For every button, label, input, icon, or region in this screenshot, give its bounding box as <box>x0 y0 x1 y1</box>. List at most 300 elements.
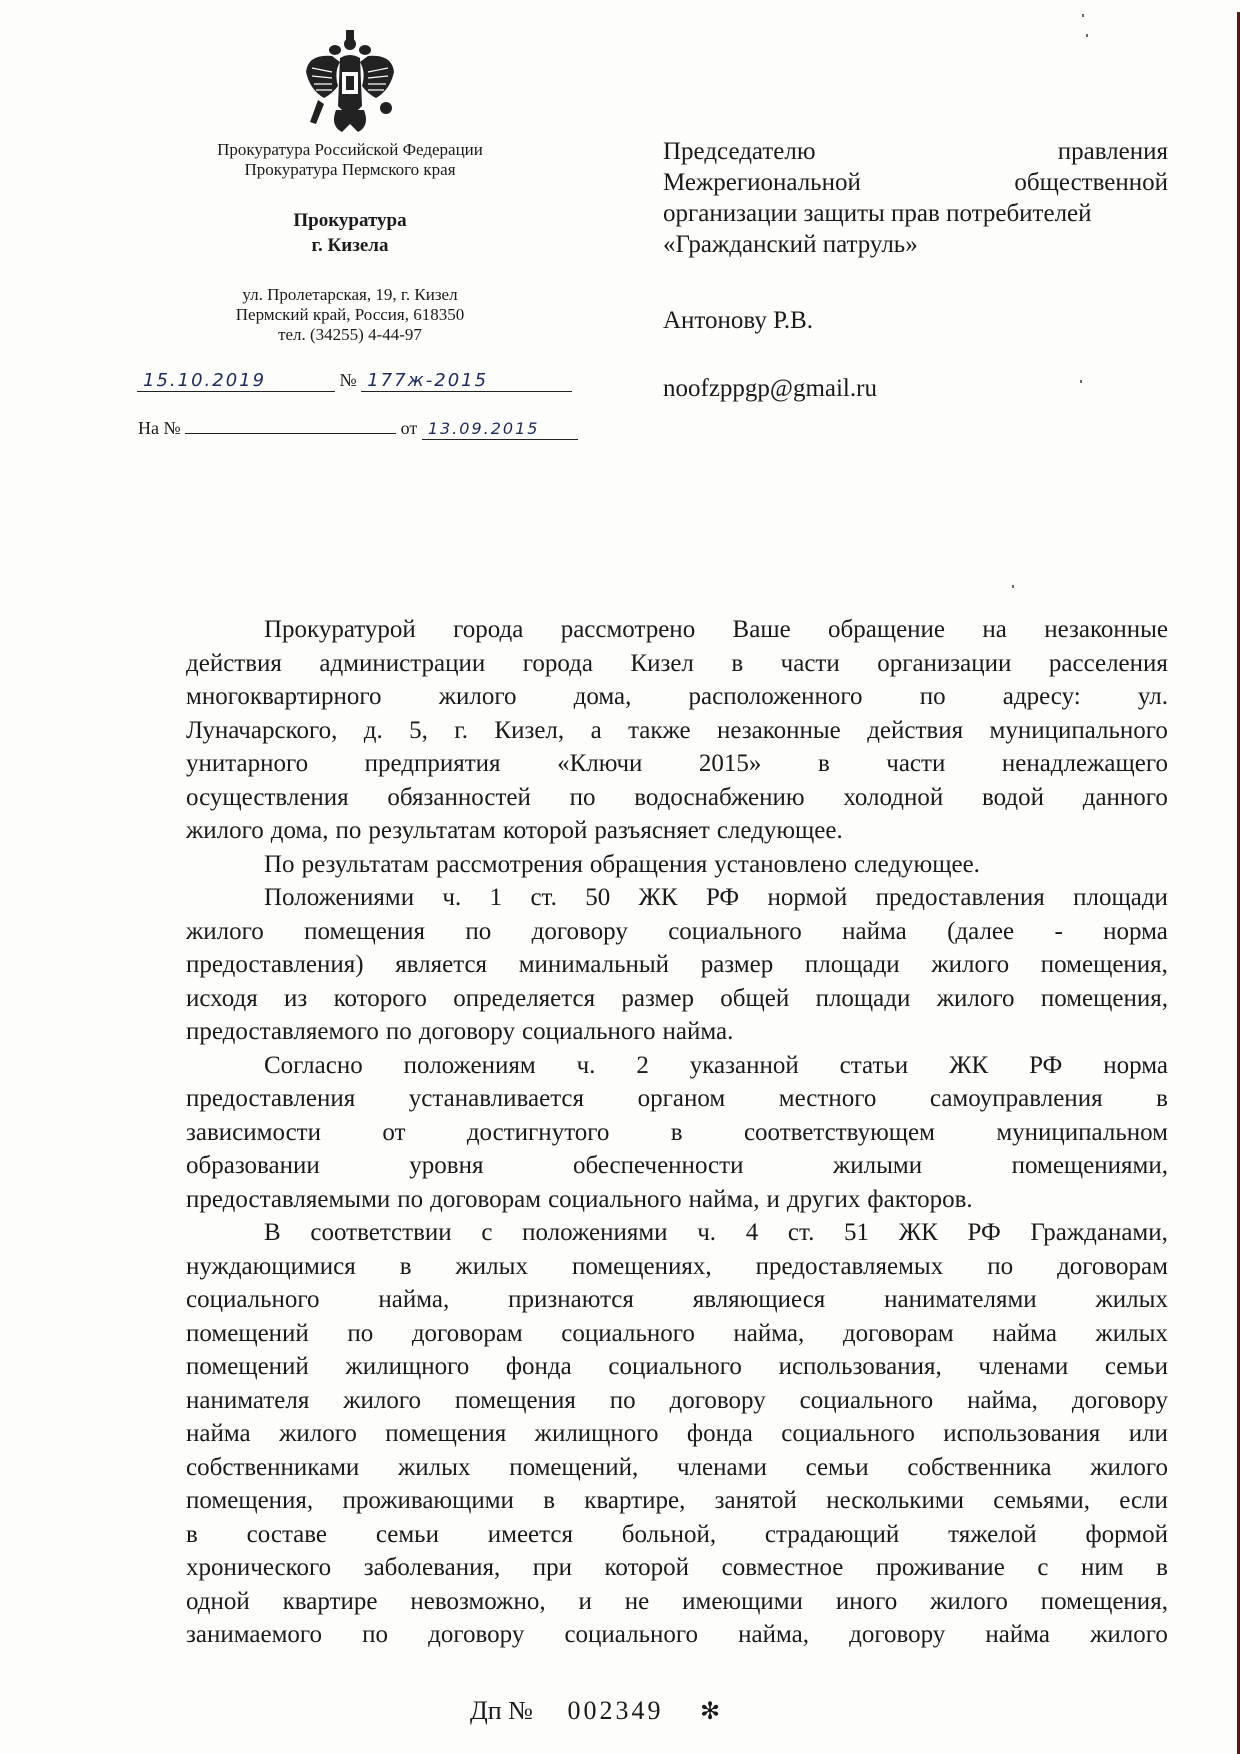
body-word: социального <box>521 1018 656 1045</box>
body-word: В <box>264 1219 281 1246</box>
body-word: Согласно <box>264 1051 363 1079</box>
body-word: 1 <box>489 884 503 911</box>
body-word: по <box>362 1621 389 1648</box>
body-word: муниципальном <box>996 1118 1168 1146</box>
body-word: нормой <box>767 884 848 911</box>
outgoing-number: 177ж-2015 <box>367 370 489 391</box>
body-word: 2015» <box>698 750 762 777</box>
body-word: одной <box>186 1587 250 1615</box>
body-word: семьи <box>805 1453 869 1481</box>
body-line <box>186 680 1168 714</box>
recipient-block <box>663 136 1168 260</box>
body-word: по <box>347 1319 374 1347</box>
body-word: Луначарского, <box>186 716 338 744</box>
body-word: предоставляемыми <box>186 1185 391 1213</box>
outgoing-date-field <box>137 370 335 392</box>
body-word: жилого <box>186 817 264 844</box>
body-word: использования, <box>778 1353 942 1380</box>
body-word: жилого <box>930 1587 1008 1615</box>
body-line <box>186 1216 1168 1250</box>
body-word: не <box>624 1587 650 1615</box>
body-word: других <box>786 1185 861 1213</box>
office-line: Прокуратура <box>293 210 407 231</box>
body-word: д. <box>363 716 383 744</box>
body-word: по <box>397 1185 424 1213</box>
body-word: По <box>264 850 295 878</box>
body-word: членами <box>978 1353 1069 1380</box>
body-word: жилого <box>936 984 1015 1012</box>
body-word: семьи <box>1104 1353 1168 1380</box>
body-word: социального <box>186 1286 320 1313</box>
body-word: местного <box>778 1085 877 1112</box>
body-word: которой <box>604 1554 690 1581</box>
body-word: предоставляемых <box>755 1252 944 1280</box>
body-word: предоставления <box>186 1085 356 1112</box>
body-word: муниципального <box>989 716 1168 744</box>
sender-office <box>150 208 550 258</box>
body-word: незаконные <box>717 716 841 744</box>
letter-body <box>186 613 1168 1652</box>
body-word: достигнутого <box>466 1118 610 1146</box>
body-word: жилищного <box>534 1420 659 1447</box>
body-word: больной, <box>621 1520 717 1548</box>
body-word: 4 <box>745 1219 759 1246</box>
outgoing-date: 15.10.2019 <box>143 370 267 391</box>
body-line <box>186 848 1168 882</box>
body-word: по <box>609 1386 636 1414</box>
body-word: по <box>385 1018 412 1045</box>
body-word: жилых <box>398 1453 471 1481</box>
body-word: социального <box>608 1353 742 1380</box>
body-word: 2 <box>636 1051 649 1079</box>
body-word: помещения, <box>1040 1587 1168 1615</box>
body-word: расположенного <box>688 683 863 710</box>
body-word: договорам <box>1057 1252 1168 1280</box>
body-word: предприятия <box>364 750 501 777</box>
body-word: ч. <box>576 1051 596 1079</box>
body-line <box>186 1116 1168 1150</box>
scan-speck <box>1086 34 1088 37</box>
office-line: г. Кизела <box>311 235 389 256</box>
body-word: Гражданами, <box>1030 1219 1168 1246</box>
body-word: договору <box>428 1621 525 1648</box>
body-word: договору <box>1071 1386 1168 1414</box>
body-word: занимаемого <box>186 1621 323 1648</box>
body-word: «Ключи <box>557 750 643 777</box>
body-line <box>186 781 1168 815</box>
body-word: фонда <box>686 1420 753 1447</box>
reply-to-number-field <box>185 433 396 434</box>
body-word: социального <box>564 1621 699 1648</box>
body-word: проживание <box>875 1554 1005 1581</box>
body-line <box>186 1082 1168 1116</box>
body-word: квартире <box>282 1587 378 1615</box>
body-word: уровня <box>409 1152 484 1179</box>
body-word: и <box>578 1587 592 1615</box>
body-word: Прокуратурой <box>264 616 416 643</box>
body-word: ч. <box>697 1219 717 1246</box>
body-word: в <box>186 1520 198 1548</box>
body-word: нанимателя <box>186 1386 310 1414</box>
body-word: помещений <box>186 1353 309 1380</box>
body-word: по <box>335 817 362 844</box>
body-word: использования <box>943 1420 1101 1447</box>
recipient-word: общественной <box>1014 169 1168 196</box>
body-line <box>186 747 1168 781</box>
body-word: по <box>987 1252 1014 1280</box>
body-word: помещения <box>304 917 426 945</box>
body-word: семьями, <box>993 1487 1090 1514</box>
body-word: жилого <box>438 683 517 710</box>
body-word: ч. <box>442 884 462 911</box>
body-line <box>186 1183 1168 1217</box>
body-word: - <box>1054 917 1063 945</box>
body-word: невозможно, <box>410 1587 546 1615</box>
body-word: 51 <box>844 1219 870 1246</box>
body-word: социального <box>561 1319 695 1347</box>
body-word: действия <box>867 716 964 744</box>
registration-line <box>137 370 572 392</box>
body-word: жилого <box>186 917 264 945</box>
body-line <box>186 1551 1168 1585</box>
body-word: зависимости <box>186 1118 321 1146</box>
phone-line: тел. (34255) 4-44-97 <box>278 325 422 344</box>
scan-speck <box>1012 585 1014 588</box>
body-word: унитарного <box>186 750 309 777</box>
body-word: хронического <box>186 1554 332 1581</box>
body-word: если <box>1119 1487 1168 1514</box>
body-word: ст. <box>530 884 557 911</box>
body-line <box>186 982 1168 1016</box>
body-word: дома, <box>270 817 329 844</box>
body-word: которого <box>333 984 427 1012</box>
body-word: РФ <box>705 884 740 911</box>
body-word: положениям <box>403 1051 536 1079</box>
body-word: помещения <box>454 1386 576 1414</box>
body-word: 5, <box>409 716 428 744</box>
body-line <box>186 1585 1168 1619</box>
sender-org <box>150 140 550 180</box>
body-word: соответствующем <box>743 1118 935 1146</box>
body-word: договору <box>531 917 628 945</box>
body-word: а <box>590 716 602 744</box>
org-line: Прокуратура Российской Федерации <box>217 140 483 159</box>
body-line <box>186 1149 1168 1183</box>
body-word: найма, <box>967 1386 1038 1414</box>
body-word: РФ <box>967 1219 1001 1246</box>
outgoing-number-field <box>361 370 572 392</box>
body-line <box>186 1049 1168 1083</box>
body-word: указанной <box>689 1051 799 1079</box>
body-word: нуждающимися <box>186 1252 356 1280</box>
body-word: жилых <box>1095 1319 1168 1347</box>
body-line <box>186 1618 1168 1652</box>
body-word: договору <box>669 1386 766 1414</box>
recipient-word: правления <box>1057 138 1168 165</box>
body-word: тяжелой <box>948 1520 1037 1548</box>
body-word: найма <box>186 1420 251 1447</box>
body-line <box>186 1417 1168 1451</box>
body-word: самоуправления <box>929 1085 1103 1112</box>
body-word: исходя <box>186 984 258 1012</box>
body-word: найма, <box>378 1286 450 1313</box>
body-word: следующее. <box>716 817 843 844</box>
body-line <box>186 1015 1168 1049</box>
body-word: договорам <box>430 1185 542 1213</box>
body-word: Кизел <box>630 649 694 677</box>
body-word: на <box>982 616 1007 643</box>
body-word: 50 <box>585 884 611 911</box>
body-word: социального <box>548 1185 682 1213</box>
body-word: от <box>382 1118 406 1146</box>
body-line <box>186 1317 1168 1351</box>
body-word: ул. <box>1137 683 1168 710</box>
document-serial <box>470 1696 720 1726</box>
scan-speck <box>1080 380 1082 383</box>
body-word: ЖК <box>898 1219 938 1246</box>
asterisk-mark-icon: ✻ <box>699 1699 721 1725</box>
scan-speck <box>1082 14 1084 17</box>
body-word: с <box>1037 1554 1049 1581</box>
body-word: в <box>731 649 744 677</box>
body-word: установлено <box>714 850 847 878</box>
body-line <box>186 814 1168 848</box>
body-word: размер <box>700 951 774 978</box>
body-word: найма, <box>688 1185 760 1213</box>
body-word: расселения <box>1048 649 1168 677</box>
body-word: составе <box>246 1520 328 1548</box>
body-word: определяется <box>453 984 596 1012</box>
body-word: администрации <box>319 649 486 677</box>
body-word: предоставляемого <box>186 1018 379 1045</box>
body-word: следующее. <box>854 850 980 878</box>
body-word: договору <box>418 1018 515 1045</box>
body-word: в <box>817 750 830 777</box>
body-word: ЖК <box>949 1051 989 1079</box>
body-word: формой <box>1085 1520 1168 1548</box>
body-word: членами <box>677 1453 767 1481</box>
body-word: в <box>670 1118 683 1146</box>
body-word: РФ <box>1029 1051 1063 1079</box>
body-word: водой <box>981 783 1044 811</box>
body-line <box>186 1250 1168 1284</box>
body-word: рассмотрения <box>435 850 583 878</box>
body-line <box>186 915 1168 949</box>
body-word: жилого <box>931 951 1010 978</box>
recipient-word: Председателю <box>663 138 816 165</box>
body-word: страдающий <box>764 1520 900 1548</box>
body-word: обращение <box>828 616 946 643</box>
body-word: органом <box>637 1085 726 1112</box>
body-word: действия <box>186 649 282 677</box>
body-word: обращения <box>589 850 708 878</box>
body-word: помещения, <box>1040 951 1168 978</box>
body-line <box>186 613 1168 647</box>
body-word: осуществления <box>186 783 349 811</box>
body-word: образовании <box>186 1152 320 1179</box>
body-word: ст. <box>787 1219 815 1246</box>
body-word: найма, <box>733 1319 805 1347</box>
body-word: иного <box>835 1587 898 1615</box>
from-label: от <box>400 418 418 438</box>
body-word: холодной <box>843 783 944 811</box>
body-word: совместное <box>721 1554 844 1581</box>
russian-coat-of-arms-icon <box>302 28 398 136</box>
body-word: собственниками <box>186 1453 360 1481</box>
body-word: в <box>399 1252 412 1280</box>
body-word: разъясняет <box>594 817 710 844</box>
body-word: в <box>1156 1085 1168 1112</box>
body-line <box>186 1451 1168 1485</box>
body-word: по <box>919 683 946 710</box>
body-word: с <box>481 1219 493 1246</box>
body-line <box>186 1283 1168 1317</box>
body-word: водоснабжению <box>634 783 805 811</box>
body-word: имеющими <box>682 1587 803 1615</box>
body-word: ЖК <box>638 884 678 911</box>
body-word: занятой <box>714 1487 797 1514</box>
body-word: жилых <box>1095 1286 1168 1313</box>
recipient-line: «Гражданский патруль» <box>663 231 918 258</box>
body-line <box>186 881 1168 915</box>
recipient-name: Антонову Р.В. <box>663 307 814 334</box>
body-word: признаются <box>508 1286 634 1313</box>
body-word: жилищного <box>345 1353 470 1380</box>
body-word: являющиеся <box>692 1286 826 1313</box>
body-word: рассмотрено <box>560 616 696 643</box>
body-word: является <box>395 951 488 978</box>
body-word: договорам <box>411 1319 523 1347</box>
body-word: ненадлежащего <box>1001 750 1168 777</box>
body-word: помещения <box>385 1420 507 1447</box>
body-word: договору <box>849 1621 946 1648</box>
org-line: Прокуратура Пермского края <box>244 160 456 179</box>
body-word: результатам <box>368 817 496 844</box>
body-word: норма <box>1103 1051 1168 1079</box>
body-word: города <box>453 616 524 643</box>
body-word: имеется <box>487 1520 573 1548</box>
body-word: найма <box>985 1621 1051 1648</box>
body-word: социального <box>781 1420 915 1447</box>
body-word: предоставления) <box>186 951 364 978</box>
body-word: по <box>569 783 596 811</box>
body-word: общей <box>720 984 790 1012</box>
body-word: семьи <box>375 1520 439 1548</box>
body-word: также <box>628 716 691 744</box>
body-word: жилыми <box>832 1152 923 1179</box>
body-word: несколькими <box>826 1487 965 1514</box>
body-word: данного <box>1082 783 1168 811</box>
body-word: договорам <box>842 1319 954 1347</box>
recipient-word: Межрегиональной <box>663 169 861 196</box>
body-word: соответствии <box>310 1219 452 1246</box>
body-word: заболевания, <box>363 1554 501 1581</box>
body-word: организации <box>877 649 1012 677</box>
body-word: найма <box>842 917 907 945</box>
body-line <box>186 1384 1168 1418</box>
body-word: фонда <box>505 1353 572 1380</box>
body-word: г. <box>454 716 468 744</box>
body-line <box>186 1518 1168 1552</box>
body-word: социального <box>799 1386 934 1414</box>
body-word: размер <box>621 984 694 1012</box>
body-word: части <box>886 750 946 777</box>
from-date-field <box>422 418 578 440</box>
body-word: факторов. <box>867 1185 973 1213</box>
body-word: в <box>543 1487 556 1514</box>
body-word: в <box>1156 1554 1168 1581</box>
body-word: устанавливается <box>408 1085 585 1112</box>
body-word: квартире, <box>584 1487 686 1514</box>
body-word: жилого <box>1090 1453 1168 1481</box>
recipient-line <box>663 136 1168 167</box>
body-word: или <box>1128 1420 1168 1447</box>
body-word: статьи <box>839 1051 909 1079</box>
body-word: жилого <box>343 1386 421 1414</box>
body-word: помещениях, <box>571 1252 712 1280</box>
body-word: обязанностей <box>387 783 531 811</box>
body-word: социального <box>668 917 802 945</box>
body-word: положениями <box>522 1219 668 1246</box>
body-word: и <box>766 1185 780 1213</box>
body-word: площади <box>804 951 900 978</box>
body-word: (далее <box>947 917 1015 945</box>
body-word: дома, <box>573 683 632 710</box>
serial-label: Дп № <box>470 1696 533 1725</box>
body-word: проживающими <box>342 1487 514 1514</box>
body-word: найма. <box>662 1018 734 1045</box>
body-word: города <box>522 649 593 677</box>
body-word: найма, <box>738 1621 809 1648</box>
body-word: помещения, <box>1040 984 1168 1012</box>
reply-to-line <box>138 418 578 440</box>
body-line <box>186 948 1168 982</box>
body-word: которой <box>502 817 588 844</box>
address-line: Пермский край, Россия, 618350 <box>235 305 465 324</box>
from-date: 13.09.2015 <box>427 419 540 438</box>
body-word: жилого <box>1090 1621 1168 1648</box>
body-line <box>186 714 1168 748</box>
recipient-line <box>663 167 1168 198</box>
body-word: адресу: <box>1002 683 1081 710</box>
body-word: жилых <box>455 1252 528 1280</box>
body-word: Кизел, <box>494 716 565 744</box>
body-word: предоставления <box>875 884 1045 911</box>
body-word: обеспеченности <box>572 1152 744 1179</box>
body-word: при <box>532 1554 572 1581</box>
body-line <box>186 1350 1168 1384</box>
serial-number: 002349 <box>567 1696 664 1725</box>
reply-to-label: На № <box>138 418 181 438</box>
body-word: части <box>780 649 840 677</box>
body-line <box>186 647 1168 681</box>
body-word: незаконные <box>1044 616 1168 643</box>
body-word: норма <box>1103 917 1168 945</box>
body-word: найма <box>992 1319 1057 1347</box>
recipient-email: noofzppgp@gmail.ru <box>663 375 877 402</box>
body-word: помещений, <box>509 1453 639 1481</box>
address-line: ул. Пролетарская, 19, г. Кизел <box>242 285 458 304</box>
body-word: нанимателями <box>884 1286 1037 1313</box>
body-word: площади <box>1073 884 1168 911</box>
body-word: жилого <box>279 1420 357 1447</box>
body-word: из <box>284 984 308 1012</box>
body-line <box>186 1484 1168 1518</box>
body-word: ним <box>1080 1554 1124 1581</box>
number-label: № <box>339 370 357 390</box>
recipient-line: организации защиты прав потребителей <box>663 200 1092 227</box>
body-word: собственника <box>907 1453 1052 1481</box>
